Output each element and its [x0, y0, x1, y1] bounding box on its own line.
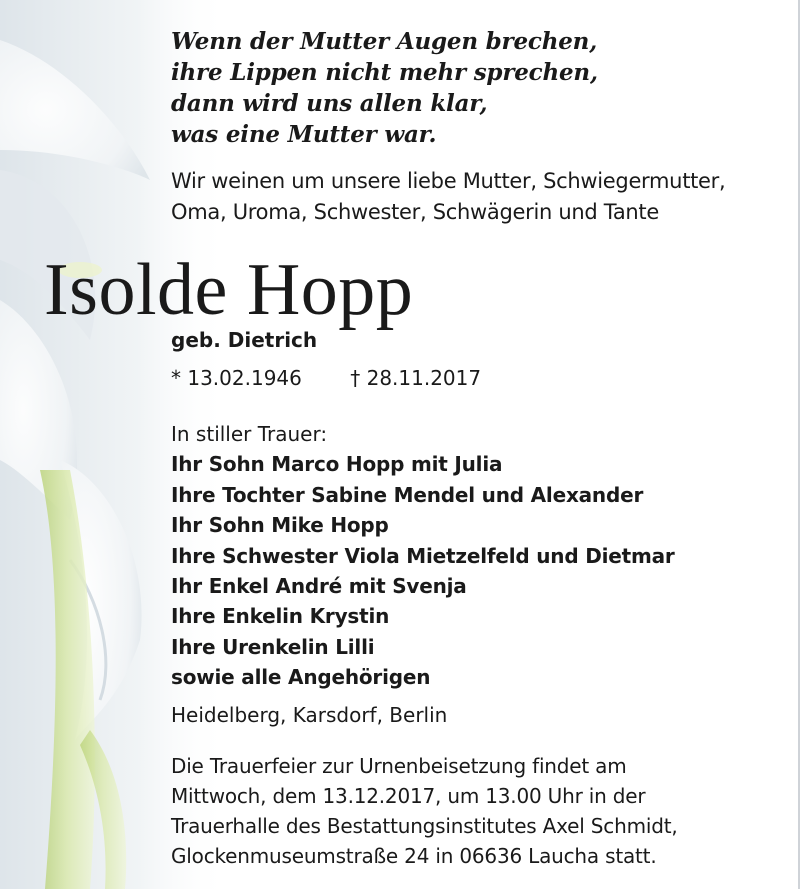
ceremony-line: Trauerhalle des Bestattungsinstitutes Axel Schmidt,	[171, 814, 678, 838]
mourner-entry: sowie alle Angehörigen	[171, 665, 431, 690]
mourner-entry: Ihre Enkelin Krystin	[171, 604, 390, 629]
intro-line: Wir weinen um unsere liebe Mutter, Schwiegermutter,	[171, 169, 726, 193]
poem-line: Wenn der Mutter Augen brechen,	[171, 28, 598, 55]
mourner-entry: Ihre Schwester Viola Mietzelfeld und Dietmar	[171, 543, 675, 568]
poem-line: dann wird uns allen klar,	[171, 90, 488, 117]
poem-line: ihre Lippen nicht mehr sprechen,	[171, 59, 598, 86]
mourners-list	[171, 419, 675, 693]
mourner-entry: Ihre Urenkelin Lilli	[171, 634, 375, 659]
ceremony-line: Glockenmuseumstraße 24 in 06636 Laucha statt.	[171, 844, 657, 868]
ceremony-info	[171, 751, 678, 871]
mourner-entry: Ihr Enkel André mit Svenja	[171, 574, 467, 599]
poem	[171, 26, 781, 150]
places: Heidelberg, Karsdorf, Berlin	[171, 703, 448, 727]
birth-name: geb. Dietrich	[171, 328, 318, 352]
ceremony-line: Die Trauerfeier zur Urnenbeisetzung findet am	[171, 754, 627, 778]
death-date: † 28.11.2017	[350, 366, 482, 390]
ceremony-line: Mittwoch, dem 13.12.2017, um 13.00 Uhr in der	[171, 784, 646, 808]
poem-line: was eine Mutter war.	[171, 121, 437, 148]
deceased-name: Isolde Hopp	[44, 249, 414, 331]
mourner-entry: Ihr Sohn Marco Hopp mit Julia	[171, 452, 503, 477]
mourner-entry: Ihr Sohn Mike Hopp	[171, 513, 389, 538]
birth-date: * 13.02.1946	[171, 366, 302, 390]
mourners-heading: In stiller Trauer:	[171, 422, 328, 446]
intro-line: Oma, Uroma, Schwester, Schwägerin und Tante	[171, 200, 659, 224]
intro-text	[171, 166, 781, 228]
life-dates	[171, 366, 481, 390]
mourner-entry: Ihre Tochter Sabine Mendel und Alexander	[171, 482, 644, 507]
text-block	[171, 26, 781, 228]
